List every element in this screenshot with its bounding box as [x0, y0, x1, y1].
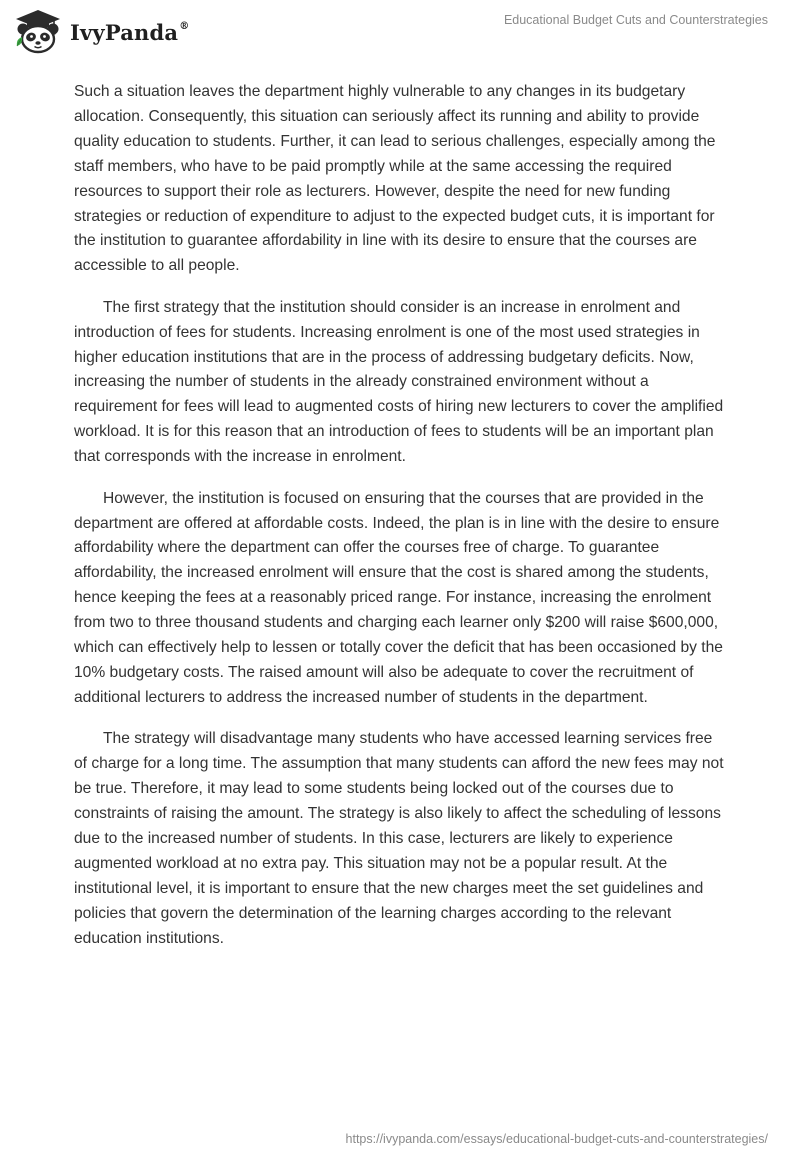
paragraph-3: However, the institution is focused on ensuring that the courses that are provided in the department are offered at affordable costs. Indeed, the plan is in line with the desire to ensure affordability where the department can offer the courses free of charge. To guarantee affordability, the increased enrolment will ensure that the cost is shared among the students, hence keeping the fees at a reasonably priced range. For instance, increasing the enrolment from two to three thousand students and charging each learner only $200 will raise $600,000, which can effectively help to lessen or totally cover the deficit that has been occasioned by the 10% budgetary costs. The raised amount will also be adequate to cover the recruitment of additional lecturers to address the increased number of students in the department. — [74, 489, 723, 706]
paragraph-2: The first strategy that the institution should consider is an increase in enrolment and introduction of fees for students. Increasing enrolment is one of the most used strategies in higher education institutions that are in the process of addressing budgetary deficits. Now, increasing the number of students in the already constrained environment without a requirement for fees will lead to augmented costs of hiring new lecturers to cover the amplified workload. It is for this reason that an introduction of fees to students will be an important plan that corresponds with the increase in enrolment. — [74, 298, 724, 466]
panda-graduation-cap-icon — [14, 8, 62, 54]
paragraph-1: Such a situation leaves the department highly vulnerable to any changes in its budgetary allocation. Consequently, this situation can seriously affect its running and ability to provide quality education to students. Further, it can lead to serious challenges, especially among the staff members, who have to be paid promptly while at the same accessing the required resources to support their role as lecturers. However, despite the need for new funding strategies or reduction of expenditure to adjust to the expected budget cuts, it is important for the institution to guarantee affordability in line with its desire to ensure that the courses are accessible to all people. — [74, 83, 716, 275]
ivypanda-logo-link[interactable] — [14, 8, 189, 54]
page-header — [0, 0, 800, 60]
document-title: Educational Budget Cuts and Counterstrategies — [503, 13, 768, 27]
logo-name: IvyPanda — [70, 19, 179, 45]
essay-body — [74, 80, 724, 968]
registered-mark: ® — [179, 20, 190, 32]
logo-wordmark — [70, 19, 190, 45]
source-url-link[interactable]: https://ivypanda.com/essays/educational-budget-cuts-and-counterstrategies/ — [345, 1132, 768, 1146]
paragraph-4: The strategy will disadvantage many students who have accessed learning services free of charge for a long time. The assumption that many students can afford the new fees may not be true. Therefore, it may lead to some students being locked out of the courses due to constraints of raising the amount. The strategy is also likely to affect the scheduling of lessons due to the increased number of students. In this case, lecturers are likely to experience augmented workload at no extra pay. This situation may not be a popular result. At the institutional level, it is important to ensure that the new charges meet the set guidelines and policies that govern the determination of the learning charges according to the relevant education institutions. — [74, 730, 724, 947]
